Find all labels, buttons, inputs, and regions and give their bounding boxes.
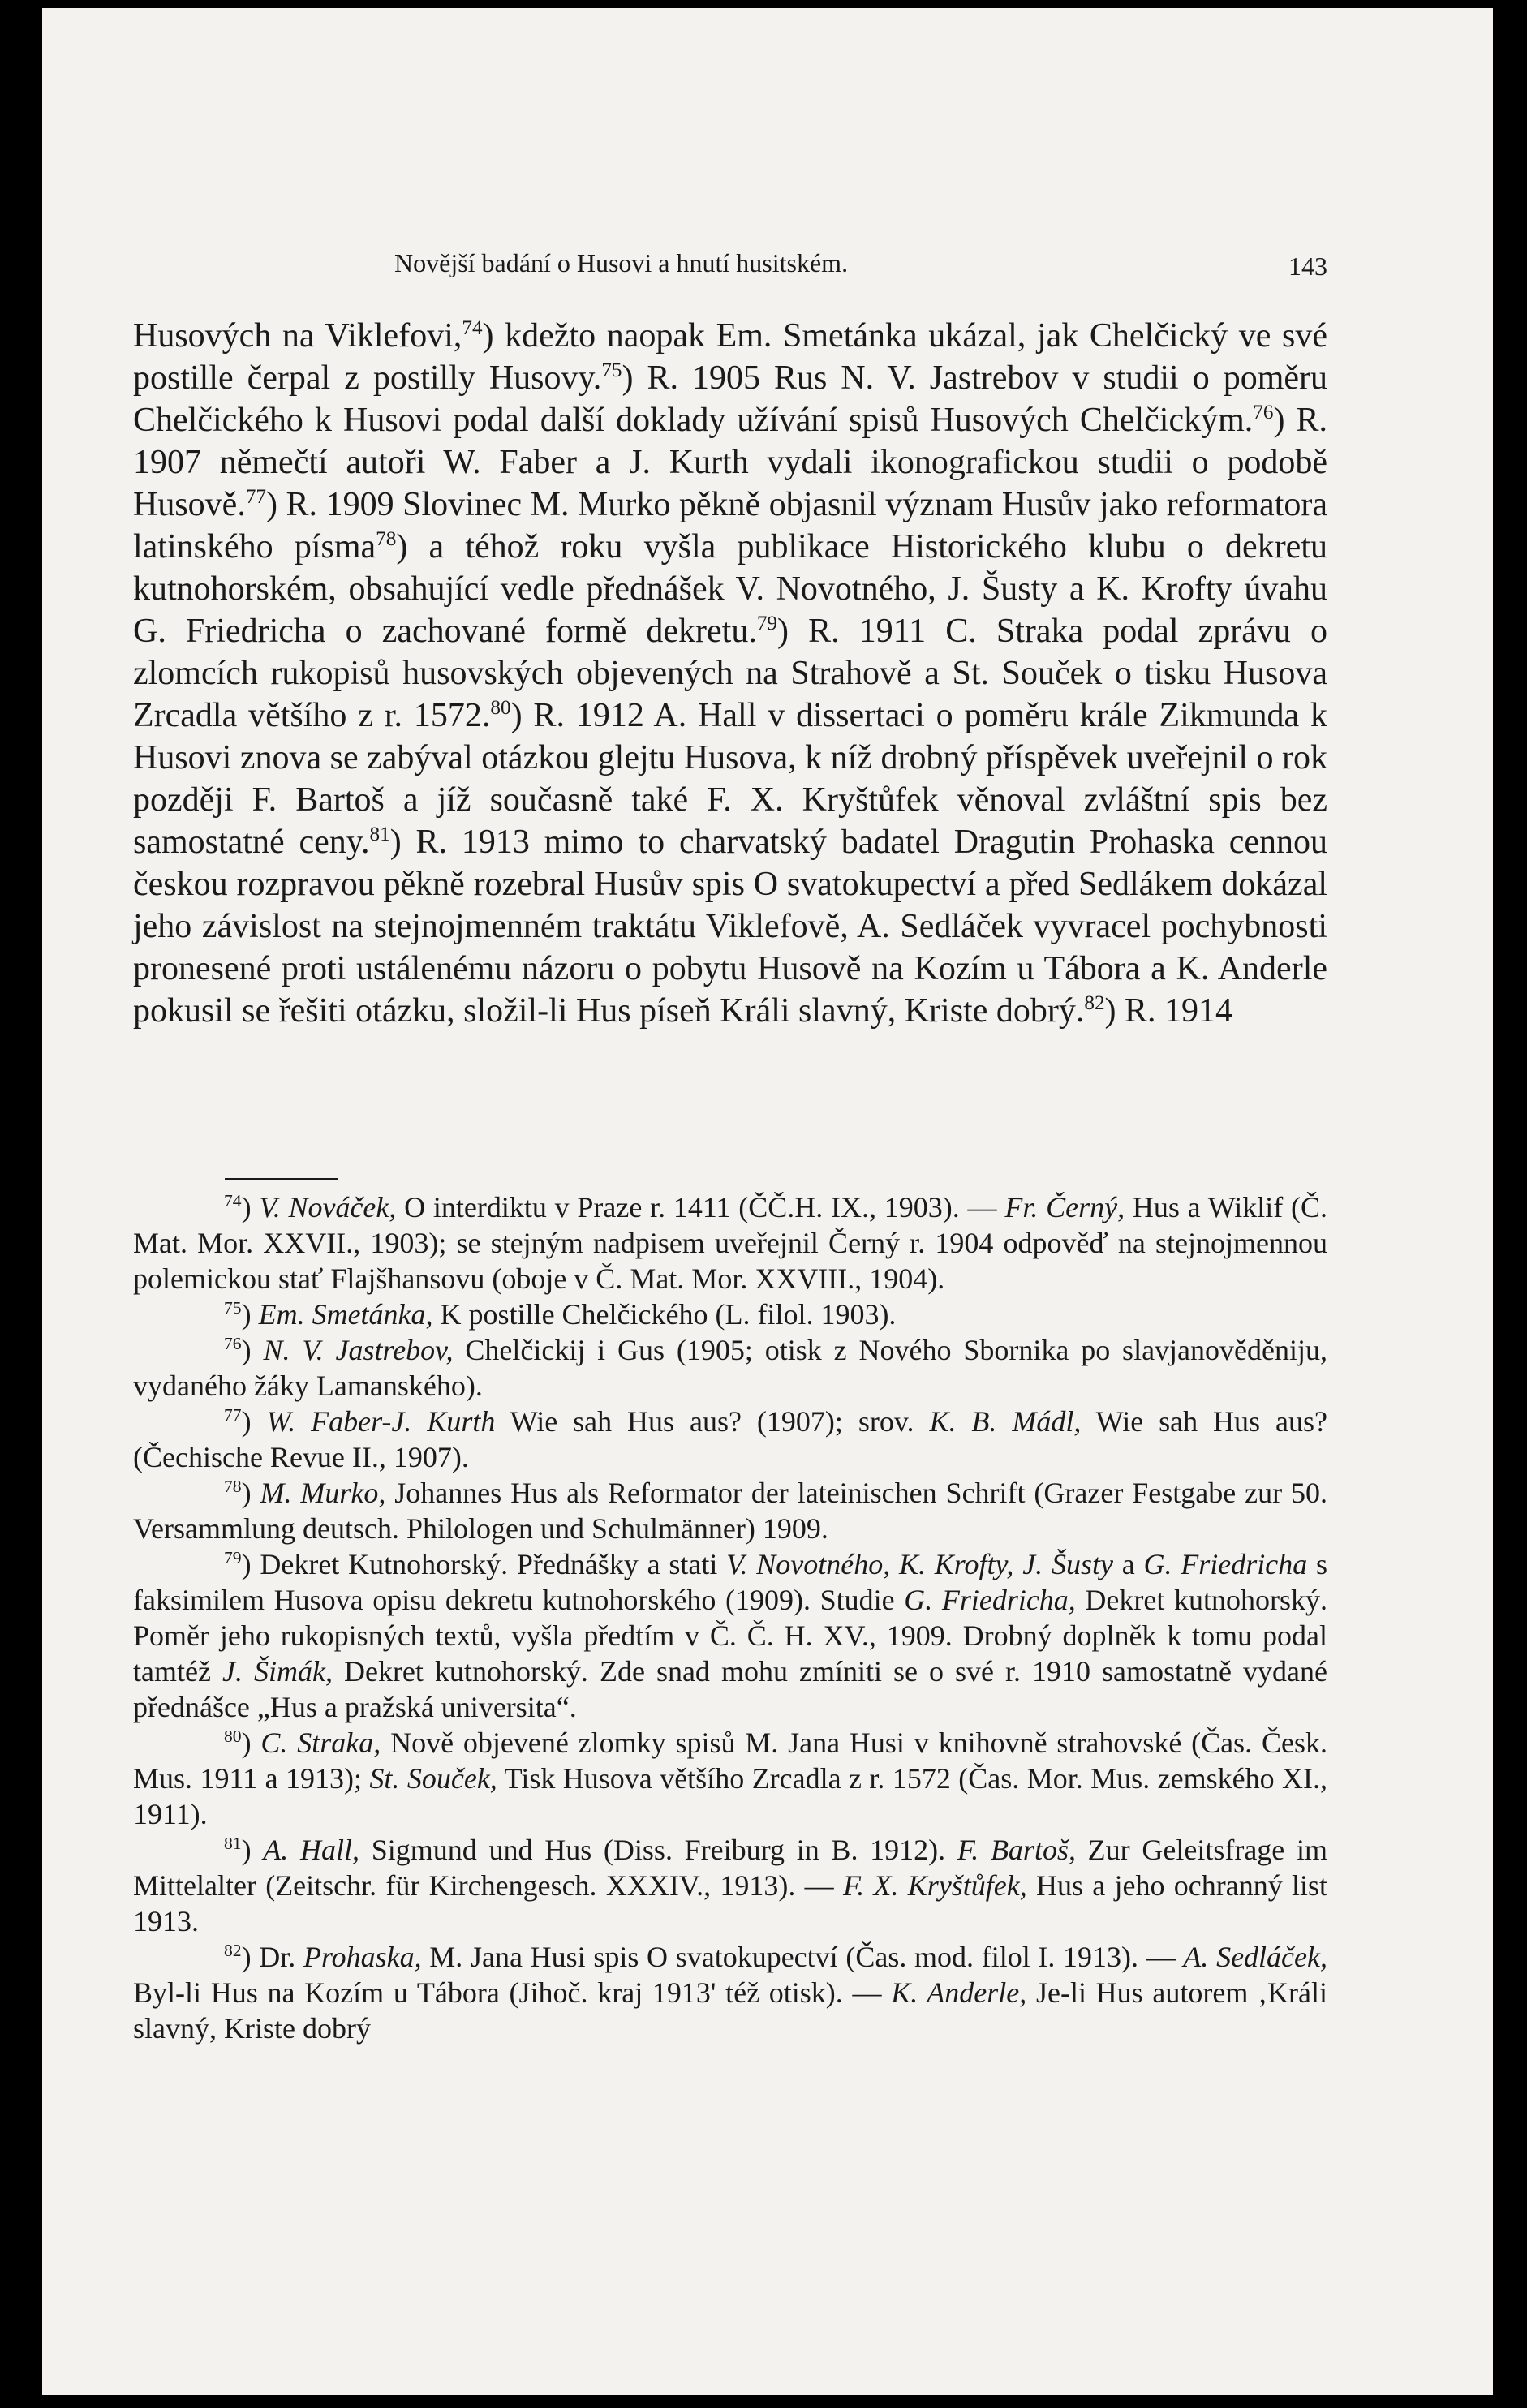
- text-segment: ) kdežto naopak Em. Smetánka ukázal, jak Chelčický ve své postille čerpal z postilly Husovy.: [133, 317, 1327, 397]
- footnote-ref: 76: [1253, 402, 1274, 424]
- footnote: [133, 1546, 1327, 1725]
- italic-text: G. Friedricha,: [904, 1584, 1076, 1616]
- main-text: [133, 315, 1327, 1032]
- text-segment: ) Dr.: [241, 1941, 303, 1973]
- text-segment: K postille Chelčického (L. filol. 1903).: [432, 1298, 897, 1331]
- footnote: [133, 1725, 1327, 1832]
- footnote-ref: 79: [224, 1548, 242, 1567]
- italic-text: K. Anderle,: [891, 1976, 1027, 2009]
- text-segment: ) R. 1913 mimo to charvatský badatel Dragutin Prohaska cennou českou rozpravou pěkně rozebral Husův spis O svatokupectví a před Sedlákem dokázal jeho závislost na stejnojmenném traktátu Viklefově, A. Sedláček vyvracel pochybnosti pronesené proti ustálenému názoru o pobytu Husově na Kozím u Tábora a K. Anderle pokusil se řešiti otázku, složil-li Hus píseň Králi slavný, Kriste dobrý.: [133, 823, 1327, 1030]
- italic-text: Em. Smetánka,: [258, 1298, 433, 1331]
- italic-text: N. V. Jastrebov,: [263, 1334, 454, 1366]
- italic-text: V. Nováček,: [259, 1191, 397, 1223]
- text-segment: Nově objevené zlomky spisů M. Jana Husi v knihovně strahovské (Čas. Česk. Mus. 1911 a 1913);: [133, 1726, 1327, 1795]
- footnote-ref: 80: [490, 697, 511, 719]
- text-segment: a: [1112, 1548, 1144, 1580]
- footnote-ref: 79: [756, 613, 778, 634]
- italic-text: A. Sedláček,: [1183, 1941, 1327, 1973]
- text-segment: s faksimilem Husova opisu dekretu kutnohorského (1909). Studie: [133, 1548, 1328, 1616]
- text-segment: ) R. 1911 C. Straka podal zprávu o zlomcích rukopisů husovských objevených na Strahově a St. Souček o tisku Husova Zrcadla většího z r. 1572.: [133, 613, 1327, 734]
- text-segment: Je-li Hus autorem ‚Králi slavný, Kriste dobrý: [133, 1976, 1327, 2045]
- text-segment: ): [241, 1405, 267, 1438]
- text-segment: ) R. 1909 Slovinec M. Murko pěkně objasnil význam Husův jako reformatora latinského písma: [133, 486, 1327, 565]
- footnote-ref: 74: [462, 317, 483, 339]
- running-header: [133, 248, 1327, 289]
- italic-text: A. Hall,: [263, 1834, 360, 1866]
- italic-text: Prohaska,: [303, 1941, 422, 1973]
- footnote: [133, 1475, 1327, 1546]
- footnote-ref: 78: [224, 1477, 242, 1496]
- italic-text: C. Straka,: [260, 1726, 381, 1759]
- text-segment: Chelčickij i Gus (1905; otisk z Nového Sbornika po slavjanověděniju, vydaného žáky Lamanského).: [133, 1334, 1327, 1402]
- body-paragraph: [133, 315, 1327, 1032]
- footnote: [133, 1832, 1327, 1939]
- footnote-ref: 81: [224, 1834, 242, 1853]
- footnote: [133, 1189, 1327, 1296]
- italic-text: St. Souček,: [369, 1762, 497, 1795]
- text-segment: ): [241, 1334, 264, 1366]
- footnote: [133, 1332, 1327, 1404]
- italic-text: V. Novotného, K. Krofty, J. Šusty: [726, 1548, 1113, 1580]
- text-segment: Byl-li Hus na Kozím u Tábora (Jihoč. kraj 1913' též otisk). —: [133, 1976, 892, 2009]
- text-segment: ) R. 1907 němečtí autoři W. Faber a J. Kurth vydali ikonografickou studii o podobě Husově.: [133, 402, 1328, 523]
- footnote-ref: 74: [224, 1191, 242, 1210]
- text-segment: ): [241, 1477, 260, 1509]
- footnote-ref: 77: [245, 486, 267, 508]
- text-segment: O interdiktu v Praze r. 1411 (ČČ.H. IX., 1903). —: [396, 1191, 1005, 1223]
- footnote: [133, 1939, 1327, 2046]
- text-segment: Johannes Hus als Reformator der lateinischen Schrift (Grazer Festgabe zur 50. Versammlung deutsch. Philologen und Schulmänner) 1909.: [133, 1477, 1327, 1545]
- italic-text: J. Šimák,: [222, 1655, 333, 1688]
- italic-text: Fr. Černý,: [1004, 1191, 1125, 1223]
- text-segment: ): [241, 1726, 261, 1759]
- footnote-ref: 75: [224, 1298, 242, 1318]
- italic-text: W. Faber-J. Kurth: [266, 1405, 496, 1438]
- text-segment: Dekret kutnohorský. Zde snad mohu zmíniti se o své r. 1910 samostatně vydané přednášce „Hus a pražská universita“.: [133, 1655, 1327, 1723]
- footnote-ref: 78: [376, 528, 397, 550]
- footnote-ref: 75: [601, 359, 622, 381]
- text-segment: ): [241, 1298, 259, 1331]
- text-segment: Tisk Husova většího Zrcadla z r. 1572 (Čas. Mor. Mus. zemského XI., 1911).: [133, 1762, 1328, 1830]
- footnote-ref: 80: [224, 1726, 242, 1746]
- footnote-ref: 77: [224, 1405, 242, 1425]
- footnote-ref: 76: [224, 1334, 242, 1353]
- text-segment: ) R. 1905 Rus N. V. Jastrebov v studii o poměru Chelčického k Husovi podal další doklady užívání spisů Husových Chelčickým.: [133, 359, 1328, 439]
- book-page: [42, 8, 1493, 2395]
- page-number: 143: [1288, 252, 1327, 281]
- footnote-ref: 82: [1084, 992, 1105, 1014]
- text-segment: ) R. 1912 A. Hall v dissertaci o poměru krále Zikmunda k Husovi znova se zabýval otázkou glejtu Husova, k níž drobný příspěvek uveřejnil o rok později F. Bartoš a jíž současně také F. X. Kryštůfek věnoval zvláštní spis bez samostatné ceny.: [133, 697, 1327, 861]
- text-segment: Husových na Viklefovi,: [133, 317, 462, 355]
- text-segment: M. Jana Husi spis O svatokupectví (Čas. mod. filol I. 1913). —: [421, 1941, 1184, 1973]
- text-segment: ) Dekret Kutnohorský. Přednášky a stati: [241, 1548, 727, 1580]
- text-segment: Hus a jeho ochranný list 1913.: [133, 1869, 1328, 1937]
- footnote-ref: 82: [224, 1941, 242, 1960]
- text-segment: ) R. 1914: [1104, 992, 1233, 1030]
- italic-text: K. B. Mádl,: [929, 1405, 1082, 1438]
- footnote: [133, 1404, 1327, 1475]
- italic-text: F. X. Kryštůfek,: [842, 1869, 1027, 1902]
- text-segment: Dekret kutnohorský. Poměr jeho rukopisných textů, vyšla předtím v Č. Č. H. XV., 1909. Drobný doplněk k tomu podal tamtéž: [133, 1584, 1327, 1688]
- footnotes: [133, 1189, 1327, 2046]
- footnote-separator: [225, 1178, 338, 1180]
- text-segment: Wie sah Hus aus? (Čechische Revue II., 1907).: [133, 1405, 1327, 1473]
- italic-text: G. Friedricha: [1143, 1548, 1308, 1580]
- text-segment: ) a téhož roku vyšla publikace Historického klubu o dekretu kutnohorském, obsahující vedle přednášek V. Novotného, J. Šusty a K. Krofty úvahu G. Friedricha o zachované formě dekretu.: [133, 528, 1327, 650]
- text-segment: Wie sah Hus aus? (1907); srov.: [495, 1405, 930, 1438]
- text-segment: ): [241, 1191, 260, 1223]
- footnote: [133, 1296, 1327, 1332]
- text-segment: Sigmund und Hus (Diss. Freiburg in B. 1912).: [359, 1834, 957, 1866]
- text-segment: Hus a Wiklif (Č. Mat. Mor. XXVII., 1903); se stejným nadpisem uveřejnil Černý r. 1904 odpověď na stejnojmennou polemickou stať Flajšhansovu (oboje v Č. Mat. Mor. XXVIII., 1904).: [133, 1191, 1327, 1295]
- running-title: Novější badání o Husovi a hnutí husitském.: [394, 248, 849, 277]
- italic-text: F. Bartoš,: [957, 1834, 1076, 1866]
- italic-text: M. Murko,: [260, 1477, 386, 1509]
- footnote-ref: 81: [369, 823, 390, 845]
- text-segment: Zur Geleitsfrage im Mittelalter (Zeitschr. für Kirchengesch. XXXIV., 1913). —: [133, 1834, 1328, 1902]
- text-segment: ): [241, 1834, 264, 1866]
